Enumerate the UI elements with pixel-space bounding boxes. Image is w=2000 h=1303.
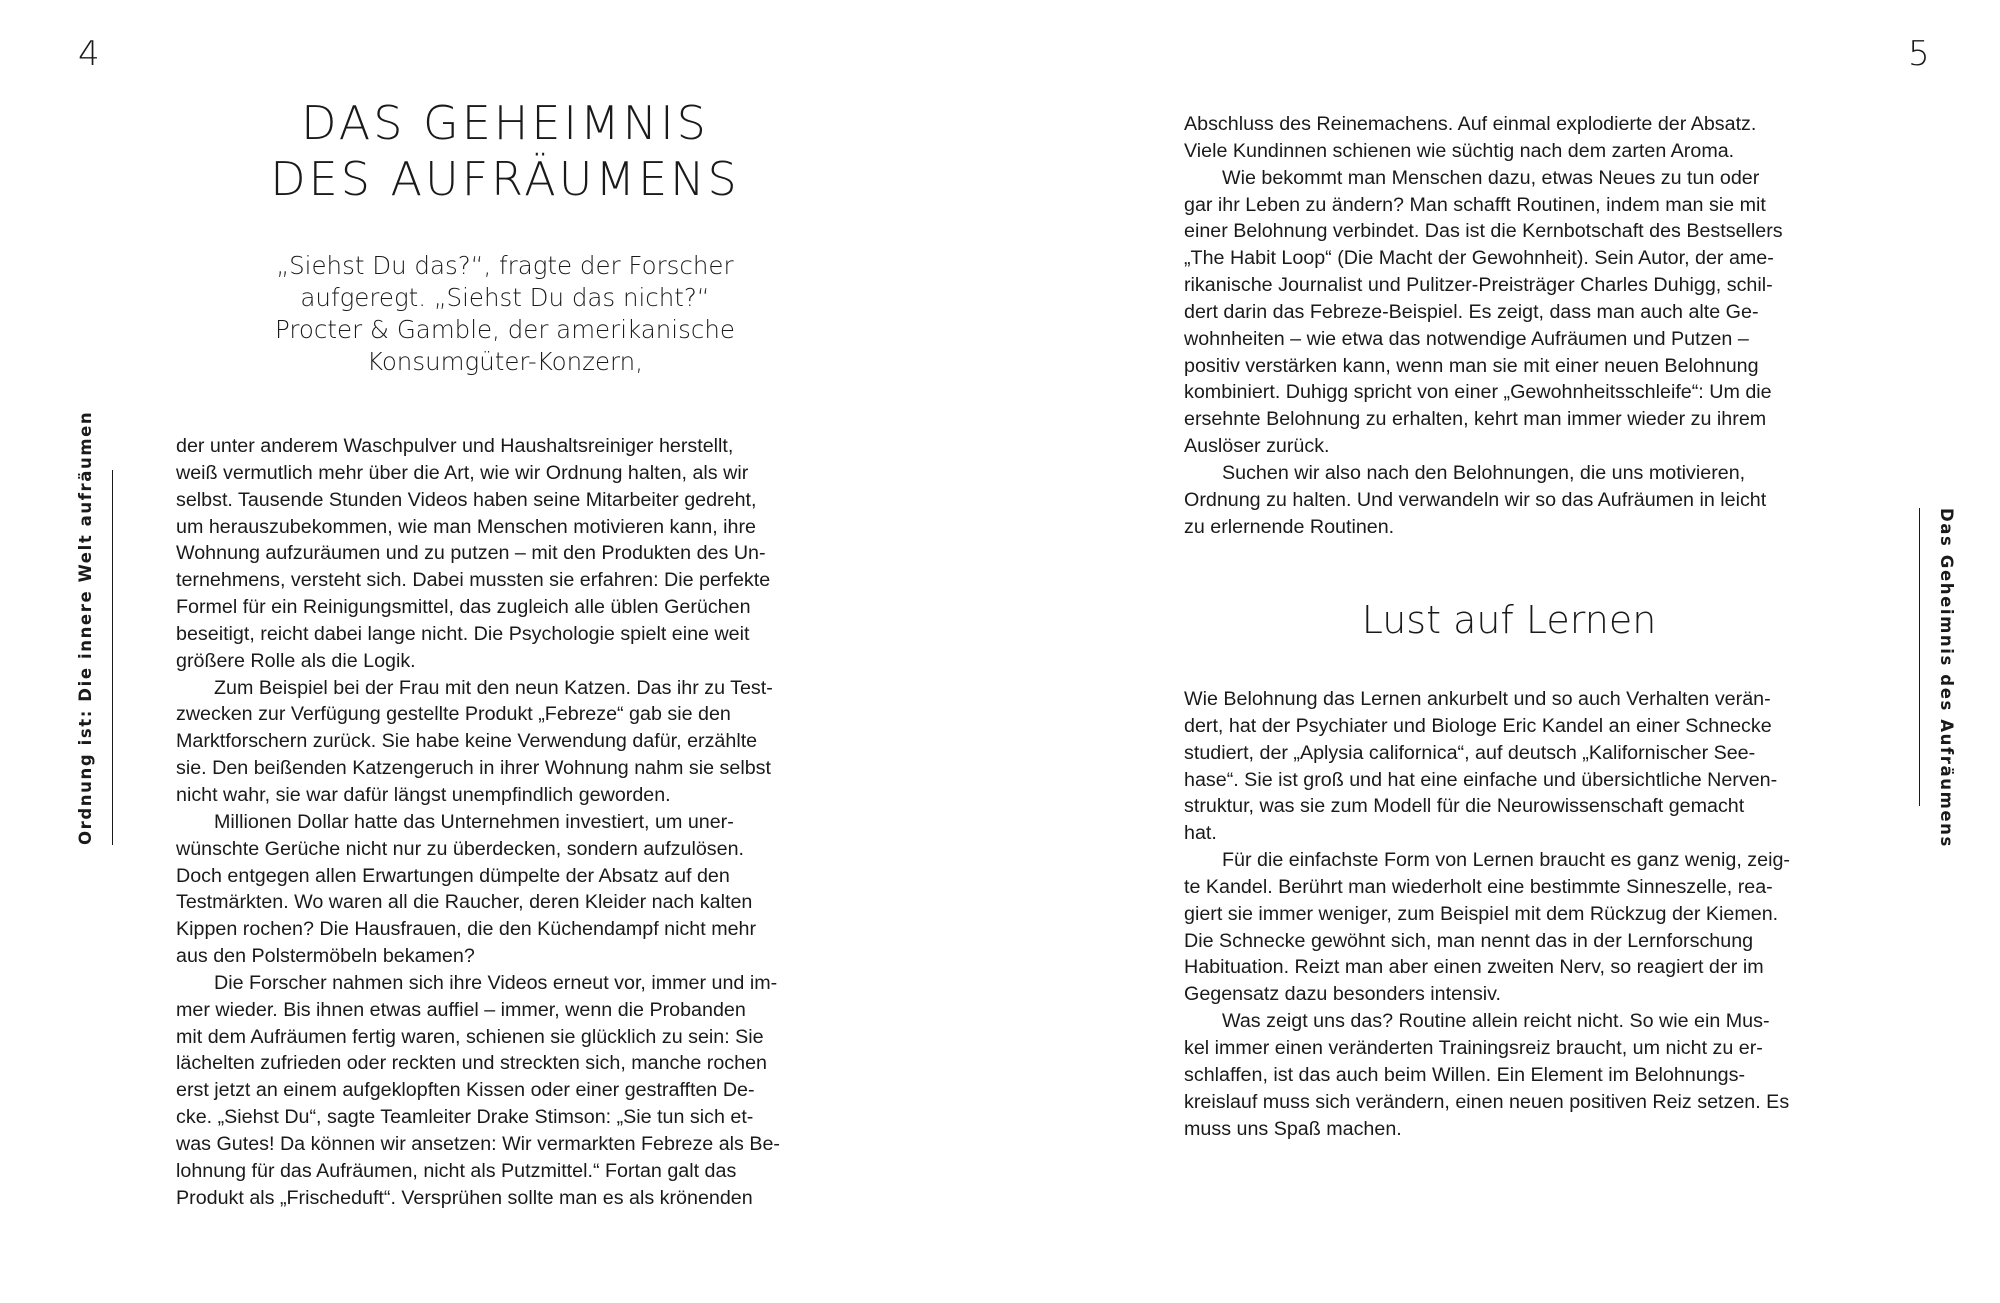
text-line: Wie Belohnung das Lernen ankurbelt und so auch Verhalten verän- [1184, 688, 1771, 710]
intro-line: „Siehst Du das?“, fragte der Forscher [276, 251, 734, 280]
chapter-title-line: DES AUFRÄUMENS [270, 152, 740, 206]
text-line: lächelten zufrieden oder reckten und streckten sich, manche rochen [176, 1052, 767, 1075]
text-line: mit dem Aufräumen fertig waren, schienen sie glücklich zu sein: Sie [176, 1025, 764, 1048]
text-line: ternehmens, versteht sich. Dabei mussten sie erfahren: Die perfekte [176, 569, 771, 592]
text-line: Ordnung zu halten. Und verwandeln wir so das Aufräumen in leicht [1184, 488, 1767, 511]
chapter-title-line: DAS GEHEIMNIS [301, 96, 709, 150]
text-line: muss uns Spaß machen. [1184, 1117, 1402, 1140]
text-line: Kippen rochen? Die Hausfrauen, die den Küchendampf nicht mehr [176, 918, 757, 941]
text-line: Zum Beispiel bei der Frau mit den neun Katzen. Das ihr zu Test- [214, 676, 773, 699]
text-line: zwecken zur Verfügung gestellte Produkt „Febreze“ gab sie den [176, 703, 731, 726]
text-line: kombiniert. Duhigg spricht von einer „Gewohnheitsschleife“: Um die [1184, 381, 1772, 404]
text-line: zu erlernende Routinen. [1184, 515, 1395, 538]
text-line: rikanische Journalist und Pulitzer-Preisträger Charles Duhigg, schil- [1184, 274, 1773, 297]
text-line: studiert, der „Aplysia californica“, auf deutsch „Kalifornischer See- [1184, 741, 1756, 764]
text-line: Millionen Dollar hatte das Unternehmen investiert, um uner- [214, 810, 734, 833]
text-line: aus den Polstermöbeln bekamen? [176, 945, 475, 968]
text-line: Doch entgegen allen Erwartungen dümpelte der Absatz auf den [176, 864, 730, 887]
text-line: Produkt als „Frischeduft“. Versprühen sollte man es als krönenden [176, 1186, 753, 1209]
text-line: Was zeigt uns das? Routine allein reicht nicht. So wie ein Mus- [1222, 1010, 1770, 1033]
text-line: Auslöser zurück. [1184, 435, 1330, 458]
text-line: weiß vermutlich mehr über die Art, wie wir Ordnung halten, als wir [176, 461, 749, 484]
text-line: lohnung für das Aufräumen, nicht als Putzmittel.“ Fortan galt das [176, 1159, 737, 1182]
text-line: „The Habit Loop“ (Die Macht der Gewohnheit). Sein Autor, der ame- [1184, 247, 1774, 270]
text-line: giert sie immer weniger, zum Beispiel mit dem Rückzug der Kiemen. [1184, 902, 1779, 925]
text-line: te Kandel. Berührt man wiederholt eine bestimmte Sinneszelle, rea- [1184, 875, 1773, 898]
text-line: sie. Den beißenden Katzengeruch in ihrer Wohnung nahm sie selbst [176, 757, 771, 780]
text-line: einer Belohnung verbindet. Das ist die Kernbotschaft des Bestsellers [1184, 220, 1783, 243]
text-line: beseitigt, reicht dabei lange nicht. Die Psychologie spielt eine weit [176, 622, 750, 645]
text-line: Formel für ein Reinigungsmittel, das zugleich alle üblen Gerüchen [176, 596, 751, 619]
text-line: Gegensatz dazu besonders intensiv. [1184, 983, 1502, 1006]
body-text-left-column [176, 433, 836, 1211]
text-line: Viele Kundinnen schienen wie süchtig nach dem zarten Aroma. [1184, 139, 1735, 162]
page-number-right: 5 [1908, 34, 1930, 74]
text-line: Wie bekommt man Menschen dazu, etwas Neues zu tun oder [1222, 166, 1760, 189]
text-line: um herauszubekommen, wie man Menschen motivieren kann, ihre [176, 515, 756, 538]
text-line: dert darin das Febreze-Beispiel. Es zeigt, dass man auch alte Ge- [1184, 300, 1759, 323]
text-line: Suchen wir also nach den Belohnungen, die uns motivieren, [1222, 461, 1746, 484]
running-head-left: Ordnung ist: Die innere Welt aufräumen [76, 470, 113, 845]
intro-line: Procter & Gamble, der amerikanische [275, 315, 735, 344]
text-line: gar ihr Leben zu ändern? Man schafft Routinen, indem man sie mit [1184, 193, 1766, 216]
text-line: mer wieder. Bis ihnen etwas auffiel – immer, wenn die Probanden [176, 998, 746, 1021]
text-line: Für die einfachste Form von Lernen braucht es ganz wenig, zeig- [1222, 849, 1790, 872]
intro-line: Konsumgüter-Konzern, [366, 347, 644, 376]
text-line: was Gutes! Da können wir ansetzen: Wir vermarkten Febreze als Be- [176, 1132, 780, 1155]
text-line: selbst. Tausende Stunden Videos haben seine Mitarbeiter gedreht, [176, 488, 757, 511]
text-line: erst jetzt an einem aufgeklopften Kissen oder einer gestrafften De- [176, 1079, 755, 1102]
text-line: hat. [1184, 822, 1217, 845]
text-line: struktur, was sie zum Modell für die Neurowissenschaft gemacht [1184, 795, 1745, 818]
text-line: kel immer einen veränderten Trainingsreiz braucht, um nicht zu er- [1184, 1036, 1763, 1059]
text-line: dert, hat der Psychiater und Biologe Eric Kandel an einer Schnecke [1184, 714, 1772, 737]
text-line: nicht wahr, sie war dafür längst unempfindlich geworden. [176, 783, 671, 806]
running-head-right: Das Geheimnis des Aufräumens [1919, 508, 1956, 806]
text-line: der unter anderem Waschpulver und Haushaltsreiniger herstellt, [176, 435, 734, 457]
text-line: schlaffen, ist das auch beim Willen. Ein Element im Belohnungs- [1184, 1063, 1746, 1086]
text-line: cke. „Siehst Du“, sagte Teamleiter Drake Stimson: „Sie tun sich et- [176, 1106, 754, 1129]
text-line: hase“. Sie ist groß und hat eine einfache und übersichtliche Nerven- [1184, 768, 1778, 791]
page-number-left: 4 [78, 34, 100, 74]
chapter-title [180, 95, 830, 207]
intro-text [230, 250, 780, 378]
text-line: ersehnte Belohnung zu erhalten, kehrt man immer wieder zu ihrem [1184, 408, 1767, 431]
body-text-right-column-top [1184, 111, 1844, 541]
text-line: größere Rolle als die Logik. [176, 649, 416, 672]
text-line: wohnheiten – wie etwa das notwendige Aufräumen und Putzen – [1184, 327, 1749, 350]
text-line: Marktforschern zurück. Sie habe keine Verwendung dafür, erzählte [176, 730, 758, 753]
text-line: Testmärkten. Wo waren all die Raucher, deren Kleider nach kalten [176, 891, 753, 914]
text-line: Die Forscher nahmen sich ihre Videos erneut vor, immer und im- [214, 971, 778, 994]
text-line: Habituation. Reizt man aber einen zweiten Nerv, so reagiert der im [1184, 956, 1764, 979]
text-line: Wohnung aufzuräumen und zu putzen – mit den Produkten des Un- [176, 542, 766, 565]
intro-line: aufgeregt. „Siehst Du das nicht?“ [300, 283, 710, 312]
section-heading: Lust auf Lernen [1361, 598, 1657, 642]
text-line: kreislauf muss sich verändern, einen neuen positiven Reiz setzen. Es [1184, 1090, 1790, 1113]
text-line: wünschte Gerüche nicht nur zu überdecken, sondern aufzulösen. [176, 837, 745, 860]
text-line: positiv verstärken kann, wenn man sie mit einer neuen Belohnung [1184, 354, 1759, 377]
body-text-right-column-bottom [1184, 686, 1844, 1142]
text-line: Die Schnecke gewöhnt sich, man nennt das in der Lernforschung [1184, 929, 1754, 952]
text-line: Abschluss des Reinemachens. Auf einmal explodierte der Absatz. [1184, 113, 1757, 135]
